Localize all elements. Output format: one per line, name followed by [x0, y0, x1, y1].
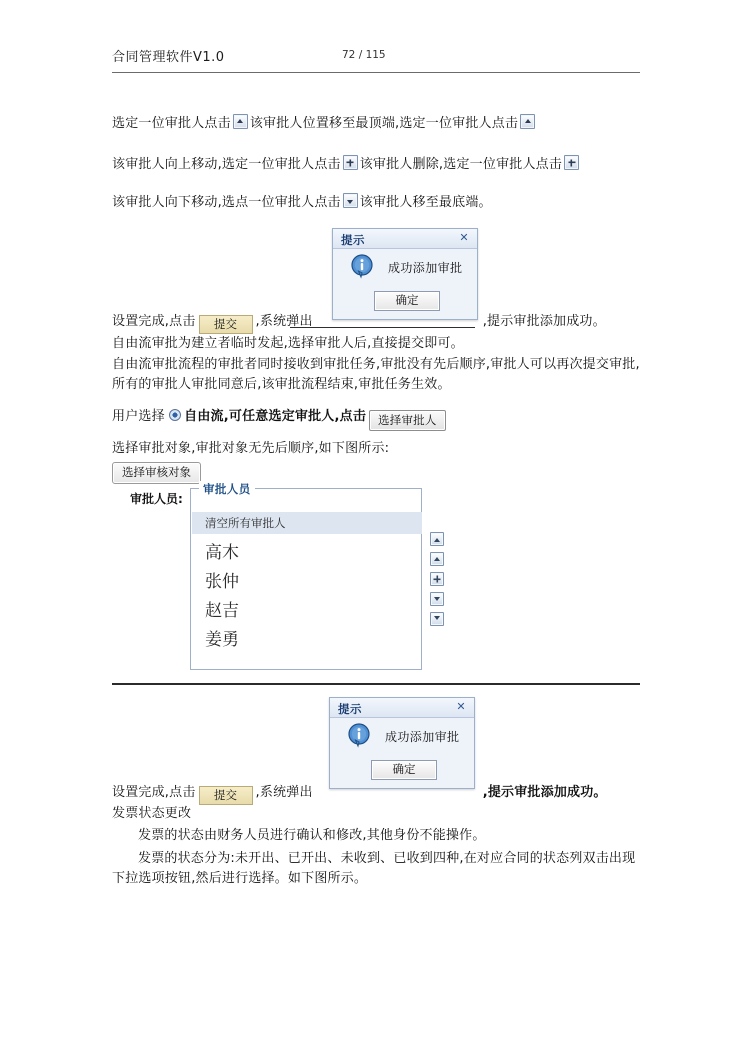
- info-icon: [350, 254, 376, 280]
- move-down-button[interactable]: [430, 592, 444, 606]
- submit-button[interactable]: 提交: [199, 315, 253, 334]
- move-to-bottom-button[interactable]: [430, 612, 444, 626]
- paragraph-select-target-note: 选择审批对象,审批对象无先后顺序,如下图所示:: [112, 441, 390, 456]
- approver-list-fieldset: [190, 482, 422, 670]
- paragraph-invoice-status-owner: 发票的状态由财务人员进行确认和修改,其他身份不能操作。: [138, 828, 486, 843]
- paragraph-text: 选定一位审批人点击: [112, 116, 231, 131]
- radio-label-free-flow: 自由流: [184, 409, 224, 424]
- paragraph-text: ,系统弹出: [255, 314, 313, 329]
- paragraph-text: 该审批人向上移动,选定一位审批人点击: [112, 157, 341, 172]
- dialog-message: 成功添加审批: [385, 730, 460, 744]
- delete-approver-button[interactable]: [430, 572, 444, 586]
- move-to-top-icon[interactable]: [233, 114, 248, 129]
- dialog-message: 成功添加审批: [388, 261, 463, 275]
- list-item[interactable]: 姜勇: [205, 630, 239, 650]
- paragraph-text: ,提示审批添加成功。: [482, 785, 607, 800]
- inline-blank-rule-top: [290, 327, 475, 328]
- paragraph-text: 用户选择: [112, 409, 165, 424]
- paragraph-free-flow-intro: 自由流审批为建立者临时发起,选择审批人后,直接提交即可。: [112, 336, 464, 351]
- move-up-icon[interactable]: [520, 114, 535, 129]
- document-header: [112, 46, 640, 72]
- approver-picker-screenshot: [112, 462, 442, 674]
- paragraph-text: 设置完成,点击: [112, 314, 196, 329]
- move-up-button[interactable]: [430, 552, 444, 566]
- success-dialog-top: [332, 228, 478, 320]
- select-review-target-button[interactable]: 选择审核对象: [112, 462, 201, 484]
- move-to-top-button[interactable]: [430, 532, 444, 546]
- paragraph-move-to-top: [112, 114, 537, 133]
- paragraph-text: ,可任意选定审批人,点击: [223, 409, 367, 424]
- section-divider: [112, 683, 640, 685]
- paragraph-move-up-delete: [112, 155, 581, 174]
- header-title: 合同管理软件V1.0: [112, 50, 225, 65]
- select-approver-button[interactable]: 选择审批人: [369, 410, 446, 431]
- dialog-title: 提示: [338, 702, 362, 716]
- dialog-title: 提示: [341, 233, 365, 247]
- approver-field-label: 审批人员:: [130, 492, 183, 506]
- close-icon[interactable]: ✕: [459, 231, 469, 244]
- paragraph-submit-top: [112, 313, 606, 334]
- paragraph-text: 该审批人位置移至最顶端,选定一位审批人点击: [249, 116, 519, 131]
- move-to-bottom-icon[interactable]: [343, 193, 358, 208]
- paragraph-text: ,提示审批添加成功。: [482, 314, 606, 329]
- clear-all-approvers-row[interactable]: 清空所有审批人: [192, 512, 422, 534]
- info-icon: [347, 723, 373, 749]
- paragraph-text: ,系统弹出: [255, 785, 313, 800]
- dialog-body: [330, 718, 474, 762]
- paragraph-move-down-bottom: [112, 193, 492, 212]
- paragraph-select-approver: [112, 408, 449, 431]
- dialog-title-bar: [330, 698, 474, 718]
- list-item[interactable]: 高木: [205, 543, 239, 563]
- dialog-title-bar: [333, 229, 477, 249]
- header-divider: [112, 72, 640, 73]
- dialog-ok-button[interactable]: 确定: [371, 760, 437, 780]
- delete-approver-icon[interactable]: [343, 155, 358, 170]
- dialog-body: [333, 249, 477, 293]
- radio-free-flow[interactable]: [169, 409, 181, 421]
- paragraph-text: 该审批人移至最底端。: [359, 195, 492, 210]
- paragraph-text: 该审批人向下移动,选点一位审批人点击: [112, 195, 341, 210]
- paragraph-text: 设置完成,点击: [112, 785, 196, 800]
- move-down-icon[interactable]: [564, 155, 579, 170]
- close-icon[interactable]: ✕: [456, 700, 466, 713]
- header-page-number: 72 / 115: [342, 49, 386, 61]
- success-dialog-bottom: [329, 697, 475, 789]
- list-item[interactable]: 张仲: [205, 572, 239, 592]
- paragraph-free-flow-detail: 自由流审批流程的审批者同时接收到审批任务,审批没有先后顺序,审批人可以再次提交审批,所有的审批人审批同意后,该审批流程结束,审批任务生效。: [112, 357, 640, 392]
- paragraph-text: 该审批人删除,选定一位审批人点击: [359, 157, 563, 172]
- paragraph-invoice-status-types: 发票的状态分为:未开出、已开出、未收到、已收到四种,在对应合同的状态列双击出现下拉选项按钮,然后进行选择。如下图所示。: [112, 851, 636, 886]
- paragraph-submit-bottom: [112, 784, 607, 805]
- approver-order-controls: [430, 532, 446, 632]
- dialog-ok-button[interactable]: 确定: [374, 291, 440, 311]
- approver-fieldset-legend: 审批人员: [199, 481, 255, 497]
- list-item[interactable]: 赵吉: [205, 601, 239, 621]
- submit-button[interactable]: 提交: [199, 786, 253, 805]
- heading-invoice-status-change: 发票状态更改: [112, 806, 192, 821]
